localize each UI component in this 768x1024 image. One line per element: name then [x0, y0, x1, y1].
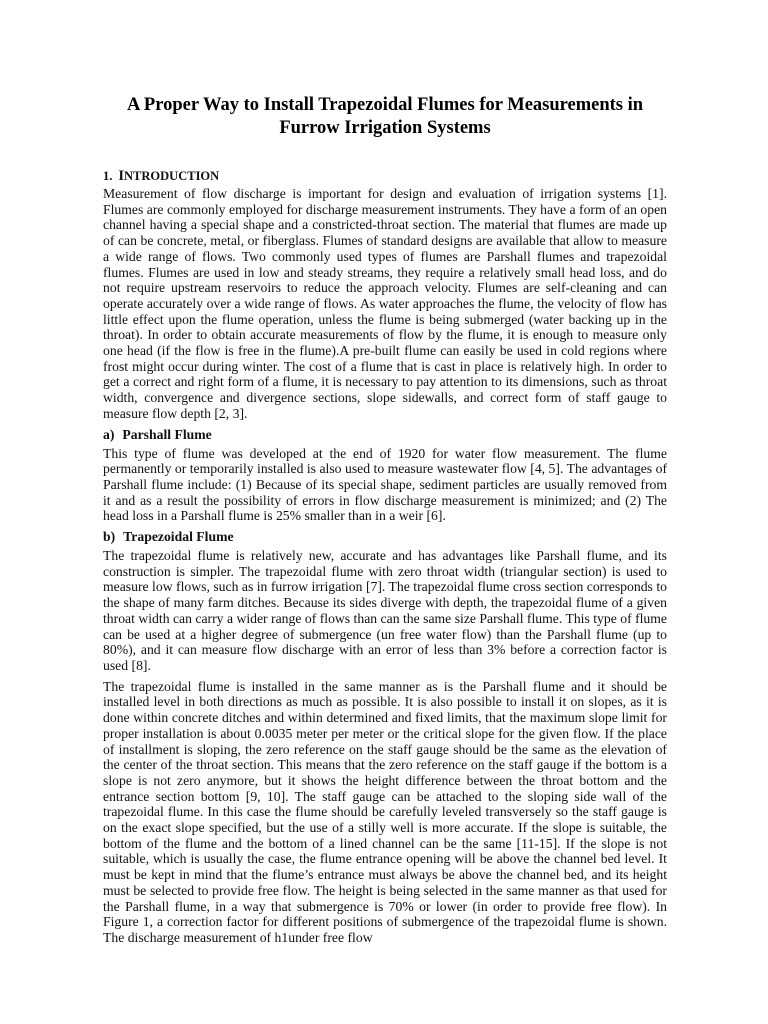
subsection-heading-parshall [103, 427, 667, 443]
paper-page [103, 94, 667, 946]
section-heading-introduction [103, 168, 667, 184]
paragraph-trapezoidal-1: The trapezoidal flume is relatively new, accurate and has advantages like Parshall flume, and its construction is simpler. The trapezoidal flume with zero throat width (triangular section) is used to measure low flows, such as in furrow irrigation [7]. The trapezoidal flume cross section corresponds to the shape of many farm ditches. Because its sides diverge with depth, the trapezoidal flume of a given throat width can carry a wider range of flows than can the same size Parshall flume. This type of flume can be used at a higher degree of submergence (un free water flow) than the Parshall flume (up to 80%), and it can measure flow discharge with an error of less than 3% before a correction factor is used [8]. [103, 548, 667, 673]
subsection-heading-trapezoidal [103, 529, 667, 545]
paper-title: A Proper Way to Install Trapezoidal Flumes for Measurements in Furrow Irrigation Systems [126, 95, 644, 138]
section-heading-initial: I [118, 168, 125, 184]
paragraph-trapezoidal-2: The trapezoidal flume is installed in the same manner as is the Parshall flume and it should be installed level in both directions as much as possible. It is also possible to install it on slopes, as it is done within concrete ditches and within determined and fixed limits, that the maximum slope limit for proper installation is about 0.0035 meter per meter or the critical slope for the given flow. If the place of installment is sloping, the zero reference on the staff gauge should be the same as the elevation of the center of the throat section. This means that the zero reference on the staff gauge if the bottom is a slope is not zero anymore, but it shows the height difference between the throat bottom and the entrance section bottom [9, 10]. The staff gauge can be attached to the sloping side wall of the trapezoidal flume. In this case the flume should be carefully leveled transversely so the staff gauge is on the exact slope specified, but the use of a stilly well is more accurate. If the slope is suitable, the bottom of the flume and the bottom of a lined channel can be the same [11-15]. If the slope is not suitable, which is usually the case, the flume entrance opening will be above the channel bed level. It must be kept in mind that the flume’s entrance must always be above the channel bed, and its height must be selected to provide free flow. The height is being selected in the same manner as that used for the Parshall flume, in a way that submergence is 70% or lower (in order to provide free flow). In Figure 1, a correction factor for different positions of submergence of the trapezoidal flume is shown. The discharge measurement of h1under free flow [103, 678, 667, 945]
section-heading-rest: NTRODUCTION [124, 169, 220, 183]
subsection-title: Parshall Flume [122, 426, 212, 442]
subsection-title: Trapezoidal Flume [123, 529, 234, 545]
subsection-label: b) [103, 529, 116, 545]
subsection-label: a) [103, 426, 115, 442]
paragraph-parshall: This type of flume was developed at the end of 1920 for water flow measurement. The flume permanently or temporarily installed is also used to measure wastewater flow [4, 5]. The advantages of Parshall flume include: (1) Because of its special shape, sediment particles are usually removed from it and as a result the possibility of errors in flow discharge measurement is minimized; and (2) The head loss in a Parshall flume is 25% smaller than in a weir [6]. [103, 445, 667, 524]
section-number: 1. [103, 169, 113, 183]
paragraph-introduction: Measurement of flow discharge is important for design and evaluation of irrigation systems [1]. Flumes are commonly employed for discharge measurement instruments. They have a form of an open channel having a special shape and a constricted-throat section. The material that flumes are made up of can be concrete, metal, or fiberglass. Flumes of standard designs are available that allow to measure a wide range of flows. Two commonly used types of flumes are Parshall flumes and trapezoidal flumes. Flumes are used in low and steady streams, they require a relatively small head loss, and do not require upstream reservoirs to reduce the approach velocity. Flumes are self-cleaning and can operate accurately over a wide range of flows. As water approaches the flume, the velocity of flow has little effect upon the flume operation, unless the flume is being submerged (water backing up in the throat). In order to obtain accurate measurements of flow by the flume, it is enough to measure only one head (if the flow is free in the flume).A pre-built flume can easily be used in cold regions where frost might occur during winter. The cost of a flume that is cast in place is relatively high. In order to get a correct and right form of a flume, it is necessary to pay attention to its dimensions, such as throat width, convergence and divergence sections, slope sidewalls, and correct form of staff gauge to measure flow depth [2, 3]. [103, 186, 667, 421]
